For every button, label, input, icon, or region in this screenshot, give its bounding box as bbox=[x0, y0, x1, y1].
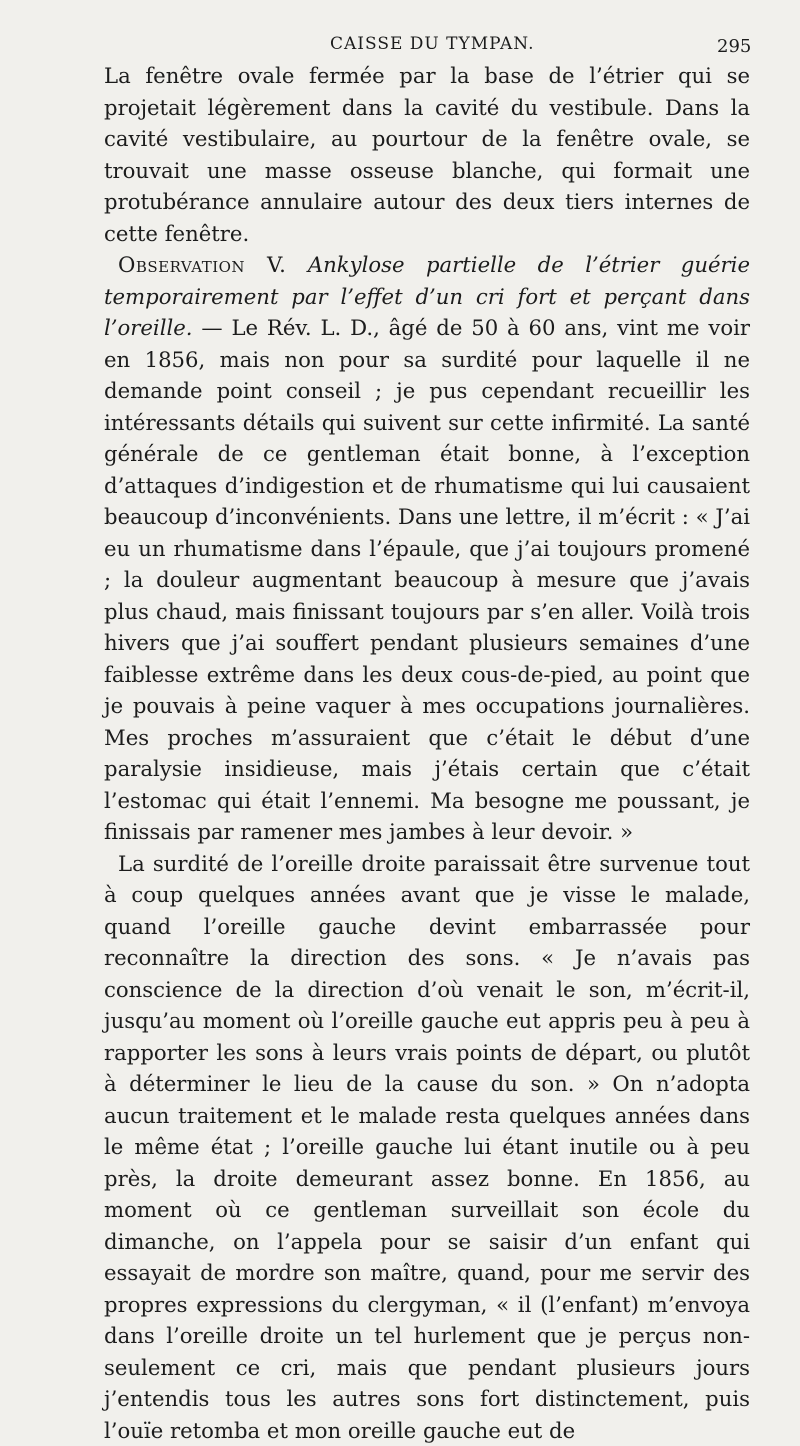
page-number: 295 bbox=[717, 36, 751, 57]
observation-title: Ankylose partielle de l’étrier guérie temporairement par l’effet d’un cri fort et perçant dans l’oreille. bbox=[104, 252, 750, 340]
observation-text: — Le Rév. L. D., âgé de 50 à 60 ans, vint me voir en 1856, mais non pour sa surdité pour laquelle il ne demande point conseil ; je pus cependant recueillir les intéressants détails qui suivent sur cette infirmité. La santé générale de ce gentleman était bonne, à l’exception d’attaques d’indigestion et de rhumatisme qui lui causaient beaucoup d’inconvénients. Dans une lettre, il m’écrit : « J’ai eu un rhumatisme dans l’épaule, que j’ai toujours promené ; la douleur augmentant beaucoup à mesure que j’avais plus chaud, mais finissant toujours par s’en aller. Voilà trois hivers que j’ai souffert pendant plusieurs semaines d’une faiblesse extrême dans les deux cous-de-pied, au point que je pouvais à peine vaquer à mes occupations journalières. Mes proches m’assuraient que c’était le début d’une paralysie insidieuse, mais j’étais certain que c’était l’estomac qui était l’ennemi. Ma besogne me poussant, je finissais par ramener mes jambes à leur devoir. » bbox=[104, 315, 750, 844]
observation-label: Observation V. bbox=[118, 252, 286, 277]
paragraph-3: La surdité de l’oreille droite paraissait être survenue tout à coup quelques années avant que je visse le malade, quand l’oreille gauche devint embarrassée pour reconnaître la direction des sons. « Je n’avais pas conscience de la direction d’où venait le son, m’écrit-il, jusqu’au moment où l’oreille gauche eut appris peu à peu à rapporter les sons à leurs vrais points de départ, ou plutôt à déterminer le lieu de la cause du son. » On n’adopta aucun traitement et le malade resta quelques années dans le même état ; l’oreille gauche lui étant inutile ou à peu près, la droite demeurant assez bonne. En 1856, au moment où ce gentleman surveillait son école du dimanche, on l’appela pour se saisir d’un enfant qui essayait de mordre son maître, quand, pour me servir des propres expressions du clergyman, « il (l’enfant) m’envoya dans l’oreille droite un tel hurlement que je perçus non-seulement ce cri, mais que pendant plusieurs jours j’entendis tous les autres sons fort distinctement, puis l’ouïe retomba et mon oreille gauche eut de bbox=[104, 848, 750, 1446]
body-text bbox=[104, 60, 750, 1446]
paragraph-1: La fenêtre ovale fermée par la base de l’étrier qui se projetait légèrement dans la cavité du vestibule. Dans la cavité vestibulaire, au pourtour de la fenêtre ovale, se trouvait une masse osseuse blanche, qui formait une protubérance annulaire autour des deux tiers internes de cette fenêtre. bbox=[104, 60, 750, 249]
paragraph-observation bbox=[104, 249, 750, 848]
running-head: CAISSE DU TYMPAN. bbox=[330, 34, 534, 54]
page-header bbox=[0, 34, 800, 58]
